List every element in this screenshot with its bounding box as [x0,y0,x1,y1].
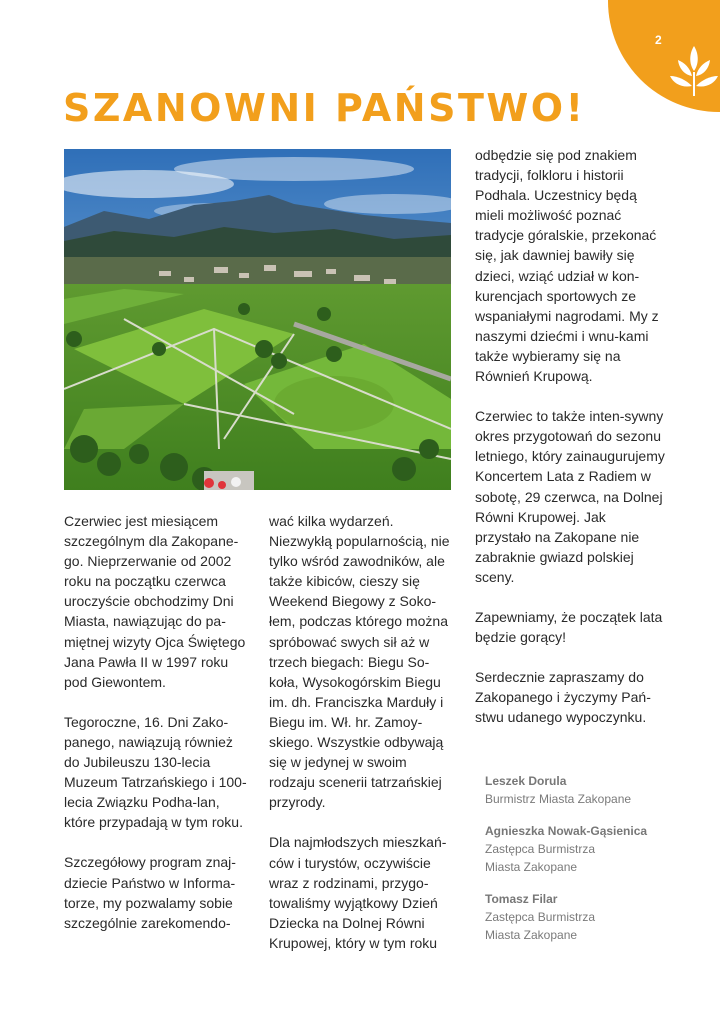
signature [485,890,685,944]
signature-role: Zastępca Burmistrza [485,842,596,856]
paragraph: odbędzie się pod znakiem tradycji, folkloru i historii Podhala. Uczestnicy będą mieli możliwość poznać tradycje góralskie, przekonać się, jak dawniej bawiły się dzieci, wziąć udział w kon-kurencjach sportowych ze wspaniałymi nagrodami. My z naszymi dziećmi i wnu-kami także wybieramy się na Równień Krupową. [475,147,659,385]
paragraph: Szczegółowy program znaj-dziecie Państwo w Informa-torze, my pozwalamy sobie szczególnie zarekomendo- [64,854,236,931]
aerial-photo-zakopane [64,149,451,490]
article-column-1 [64,511,249,933]
wheat-leaf-icon [668,38,720,100]
page-title: SZANOWNI PAŃSTWO! [63,86,586,130]
paragraph: Zapewniamy, że początek lata będzie gorący! [475,608,663,646]
article-column-2 [269,511,451,953]
signature-name: Tomasz Filar [485,892,558,906]
signatures-block [485,772,685,958]
signature [485,772,685,808]
page-number: 2 [655,33,662,47]
signature-role: Miasta Zakopane [485,860,578,874]
paragraph: Serdecznie zapraszamy do Zakopanego i życzymy Pań-stwu udanego wypoczynku. [475,669,651,726]
signature-role: Zastępca Burmistrza [485,910,596,924]
article-column-3 [475,145,665,727]
paragraph: wać kilka wydarzeń. Niezwykłą popularnością, nie tylko wśród zawodników, ale także kibiców, cieszy się Weekend Biegowy z Soko-łem, podczas którego można spróbować swych sił aż w trzech biegach: Biegu So-koła, Wysokogórskim Biegu im. dh. Franciszka Marduły i Biegu im. Wł. hr. Zamoy-skiego. Wszystkie odbywają się w jedynej w swoim rodzaju scenerii tatrzańskiej przyrody. [269,513,450,811]
signature-role: Burmistrz Miasta Zakopane [485,792,632,806]
signature-name: Agnieszka Nowak-Gąsienica [485,824,648,838]
signature-name: Leszek Dorula [485,774,567,788]
paragraph: Dla najmłodszych mieszkań-ców i turystów, oczywiście wraz z rodzinami, przygo-towaliśmy wyjątkowy Dzień Dziecka na Dolnej Równi Krupowej, który w tym roku [269,834,447,951]
signature [485,822,685,876]
signature-role: Miasta Zakopane [485,928,578,942]
paragraph: Czerwiec jest miesiącem szczególnym dla Zakopane-go. Nieprzerwanie od 2002 roku na początku czerwca uroczyście obchodzimy Dni Miasta, nawiązując do pa-miętnej wizyty Ojca Świętego Jana Pawła II w 1997 roku pod Giewontem. [64,513,246,690]
paragraph: Czerwiec to także inten-sywny okres przygotowań do sezonu letniego, który zainaugurujemy Koncertem Lata z Radiem w sobotę, 29 czerwca, na Dolnej Równi Krupowej. Jak przystało na Zakopane nie zabraknie gwiazd polskiej sceny. [475,408,665,585]
paragraph: Tegoroczne, 16. Dni Zako-panego, nawiązują również do Jubileuszu 130-lecia Muzeum Tatrzańskiego i 100-lecia Związku Podha-lan, które przypadają w tym roku. [64,713,247,831]
